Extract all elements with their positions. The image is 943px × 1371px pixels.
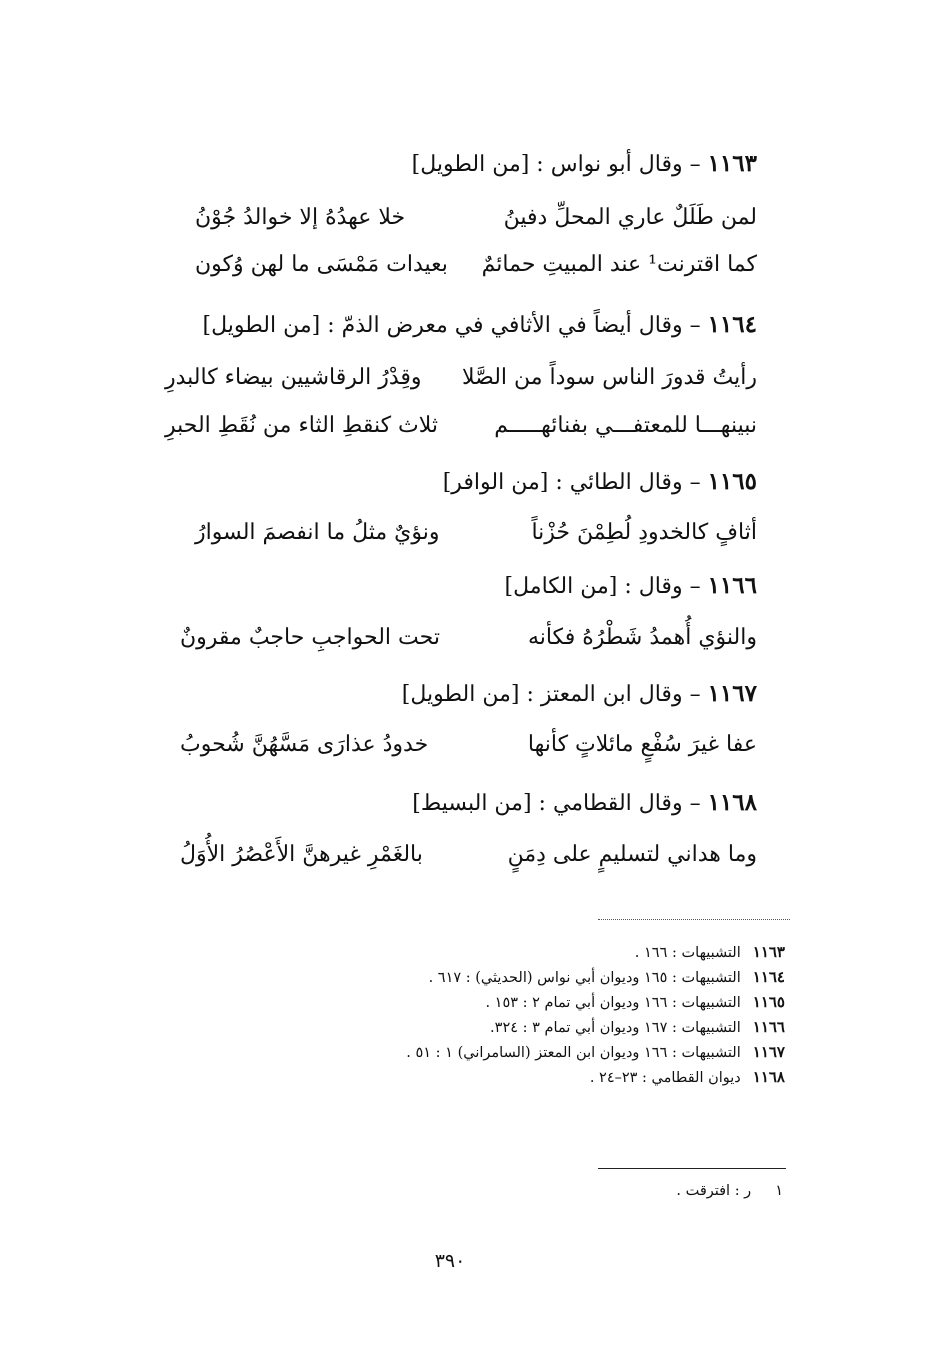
note-line xyxy=(406,990,785,1015)
verse-second-hemistich: ونؤيٌ مثلُ ما انفصمَ السوارُ xyxy=(195,520,440,545)
entry-heading-1167 xyxy=(402,680,757,707)
verse-second-hemistich: وقِدْرُ الرقاشيين بيضاء كالبدرِ xyxy=(165,365,422,390)
verse-first-hemistich: وما هداني لتسليمٍ على دِمَنٍ xyxy=(507,842,757,867)
verse-line xyxy=(195,205,757,230)
verse-first-hemistich: كما اقترنت¹ عند المبيتِ حمائمٌ xyxy=(481,252,757,277)
note-text: ديوان القطامي : ٢٣–٢٤ . xyxy=(589,1070,741,1086)
entry-heading-text: – وقال أبو نواس : [من الطويل] xyxy=(411,152,701,177)
note-text: التشبيهات : ١٦٦ وديوان ابن المعتز (السامراني) ١ : ٥١ . xyxy=(406,1045,741,1061)
verse-line xyxy=(195,252,757,277)
entry-heading-1164 xyxy=(203,311,757,338)
note-text: التشبيهات : ١٦٦ وديوان أبي تمام ٢ : ١٥٣ . xyxy=(485,995,741,1011)
verse-first-hemistich: لمن طَلَلٌ عاري المحلِّ دفينُ xyxy=(503,205,757,230)
entry-heading-text: – وقال : [من الكامل] xyxy=(504,574,701,599)
verse-first-hemistich: رأيتُ قدورَ الناس سوداً من الصَّلا xyxy=(461,365,757,390)
verse-second-hemistich: بالغَمْرِ غيرهنَّ الأَعْصُرُ الأُوَلُ xyxy=(180,842,423,867)
entry-heading-text: – وقال القطامي : [من البسيط] xyxy=(412,791,701,816)
footnote-number: ١ xyxy=(775,1183,783,1199)
note-text: التشبيهات : ١٦٦ . xyxy=(634,945,741,961)
note-line xyxy=(406,940,785,965)
verse-line xyxy=(195,520,757,545)
entry-heading-1163 xyxy=(412,150,757,177)
entry-heading-1168 xyxy=(412,789,757,816)
note-line xyxy=(406,1040,785,1065)
verse-line xyxy=(165,365,757,390)
note-number: ١١٦٦ xyxy=(752,1018,785,1036)
note-number: ١١٦٧ xyxy=(752,1043,785,1061)
entry-number: ١١٦٣ xyxy=(707,150,757,177)
entry-heading-text: – وقال الطائي : [من الوافر] xyxy=(442,470,701,495)
verse-first-hemistich: نبينهـــا للمعتفـــي بفنائهـــــم xyxy=(494,413,757,438)
verse-first-hemistich: والنؤي أُهمدُ شَطْرُهُ فكأنه xyxy=(527,625,757,650)
note-number: ١١٦٨ xyxy=(752,1068,785,1086)
verse-first-hemistich: أثافٍ كالخدودِ لُطِمْنَ حُزْناً xyxy=(531,520,757,545)
footnote-text: ر : افترقت . xyxy=(676,1183,752,1199)
entry-number: ١١٦٨ xyxy=(707,789,757,816)
source-notes xyxy=(406,940,785,1090)
verse-line xyxy=(180,732,757,757)
entry-number: ١١٦٤ xyxy=(707,311,757,338)
entry-heading-1165 xyxy=(443,468,757,495)
verse-second-hemistich: بعيدات مَمْسَى ما لهن وُكون xyxy=(195,252,448,277)
verse-second-hemistich: خلا عهدُهُ إلا خوالدُ جُوْنُ xyxy=(195,205,406,230)
note-line xyxy=(406,1015,785,1040)
entry-number: ١١٦٥ xyxy=(707,468,757,495)
footnote-divider xyxy=(598,1168,786,1169)
note-number: ١١٦٥ xyxy=(752,993,785,1011)
entry-heading-1166 xyxy=(505,572,757,599)
note-text: التشبيهات : ١٦٥ وديوان أبي نواس (الحديثي) : ٦١٧ . xyxy=(428,970,741,986)
notes-divider xyxy=(598,919,790,920)
note-line xyxy=(406,1065,785,1090)
verse-first-hemistich: عفا غيرَ سُفْعٍ مائلاتٍ كأنها xyxy=(527,732,757,757)
note-number: ١١٦٤ xyxy=(752,968,785,986)
verse-line xyxy=(180,625,757,650)
verse-second-hemistich: خدودُ عذارَى مَسَّهُنَّ شُحوبُ xyxy=(180,732,429,757)
note-number: ١١٦٣ xyxy=(752,943,785,961)
verse-line xyxy=(165,413,757,438)
verse-line xyxy=(180,842,757,867)
verse-second-hemistich: ثلاث كنقطِ الثاء من نُقَطِ الحبرِ xyxy=(165,413,439,438)
page-number: ٣٩٠ xyxy=(434,1250,466,1272)
entry-number: ١١٦٦ xyxy=(707,572,757,599)
entry-heading-text: – وقال ابن المعتز : [من الطويل] xyxy=(401,682,701,707)
entry-number: ١١٦٧ xyxy=(707,680,757,707)
footnote xyxy=(676,1183,783,1199)
note-text: التشبيهات : ١٦٧ وديوان أبي تمام ٣ : ٣٢٤. xyxy=(490,1020,741,1036)
verse-second-hemistich: تحت الحواجبِ حاجبٌ مقرونٌ xyxy=(180,625,440,650)
entry-heading-text: – وقال أيضاً في الأثافي في معرض الذمّ : [من الطويل] xyxy=(202,313,701,338)
note-line xyxy=(406,965,785,990)
